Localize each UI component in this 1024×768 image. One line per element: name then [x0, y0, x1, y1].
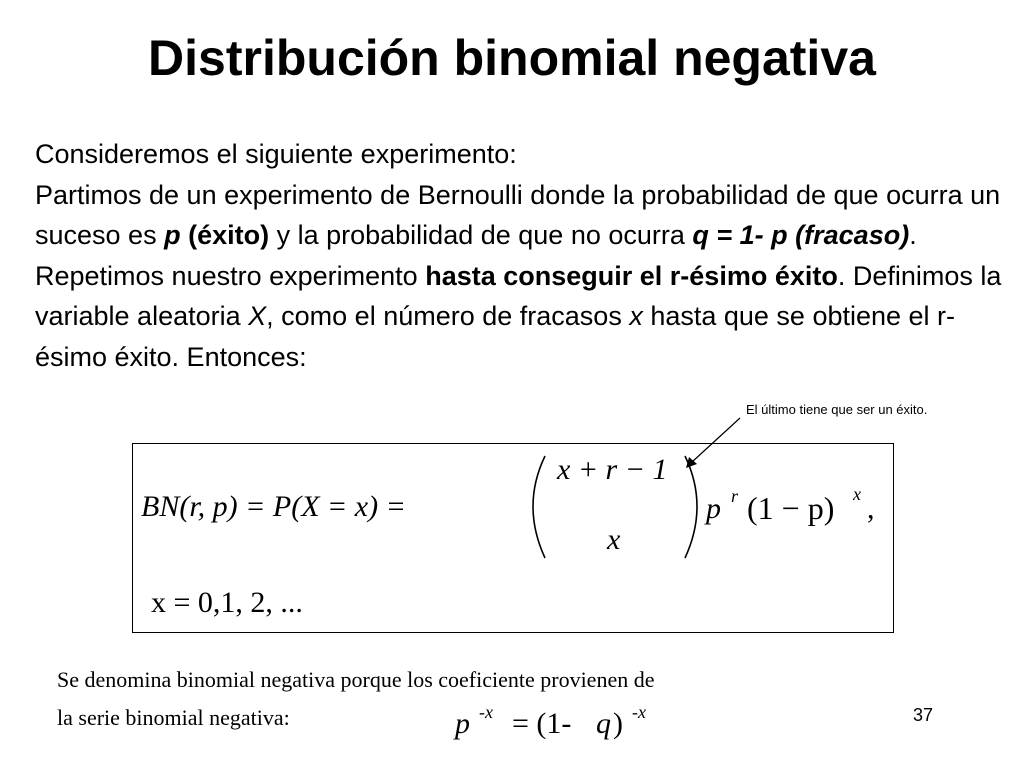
formula-comma: ,: [867, 492, 875, 525]
binomial-top: x + r − 1: [557, 453, 668, 486]
slide-title: Distribución binomial negativa: [148, 30, 876, 86]
p-base: p: [706, 492, 721, 525]
series-exponent-2: -x: [632, 702, 646, 722]
text-segment: Partimos de un experimento de Bernoulli donde la probabilidad de que ocurra un suceso es: [35, 179, 1001, 250]
text-segment: y la probabilidad de que no ocurra: [269, 220, 693, 250]
text-segment: hasta que se obtiene el r-ésimo éxito. Entonces:: [35, 301, 956, 372]
formula-box: [132, 443, 894, 633]
series-exponent: -x: [479, 702, 493, 722]
p-symbol: p: [164, 220, 181, 250]
binomial-bottom: x: [607, 523, 621, 556]
text-segment: . Repetimos nuestro experimento: [35, 220, 917, 291]
series-close: ): [613, 707, 623, 740]
r-exponent: r: [731, 486, 739, 506]
series-q: q: [596, 707, 611, 740]
q-definition: q = 1- p (fracaso): [692, 220, 910, 250]
text-segment: . Definimos la variable aleatoria: [35, 260, 1002, 331]
series-equals: = (1-: [512, 707, 572, 740]
series-base: p: [455, 707, 470, 740]
text-segment: , como el número de fracasos: [266, 301, 630, 331]
footer-line-2: la serie binomial negativa:: [57, 705, 290, 730]
support-line: x = 0,1, 2, ...: [151, 586, 303, 619]
variable-X: X: [248, 301, 267, 331]
intro-line: Consideremos el siguiente experimento:: [35, 139, 517, 169]
hasta-r-exito: hasta conseguir el r-ésimo éxito: [425, 260, 838, 291]
formula-lhs: BN(r, p) = P(X = x) =: [141, 490, 406, 523]
annotation-note: El último tiene que ser un éxito.: [746, 402, 928, 417]
x-exponent: x: [853, 484, 861, 504]
variable-x: x: [629, 301, 643, 331]
one-minus-p: (1 − p): [747, 490, 835, 526]
footer-line-1: Se denomina binomial negativa porque los coeficiente provienen de: [57, 667, 655, 692]
page-number: 37: [913, 705, 934, 725]
exito-label: (éxito): [180, 220, 270, 250]
